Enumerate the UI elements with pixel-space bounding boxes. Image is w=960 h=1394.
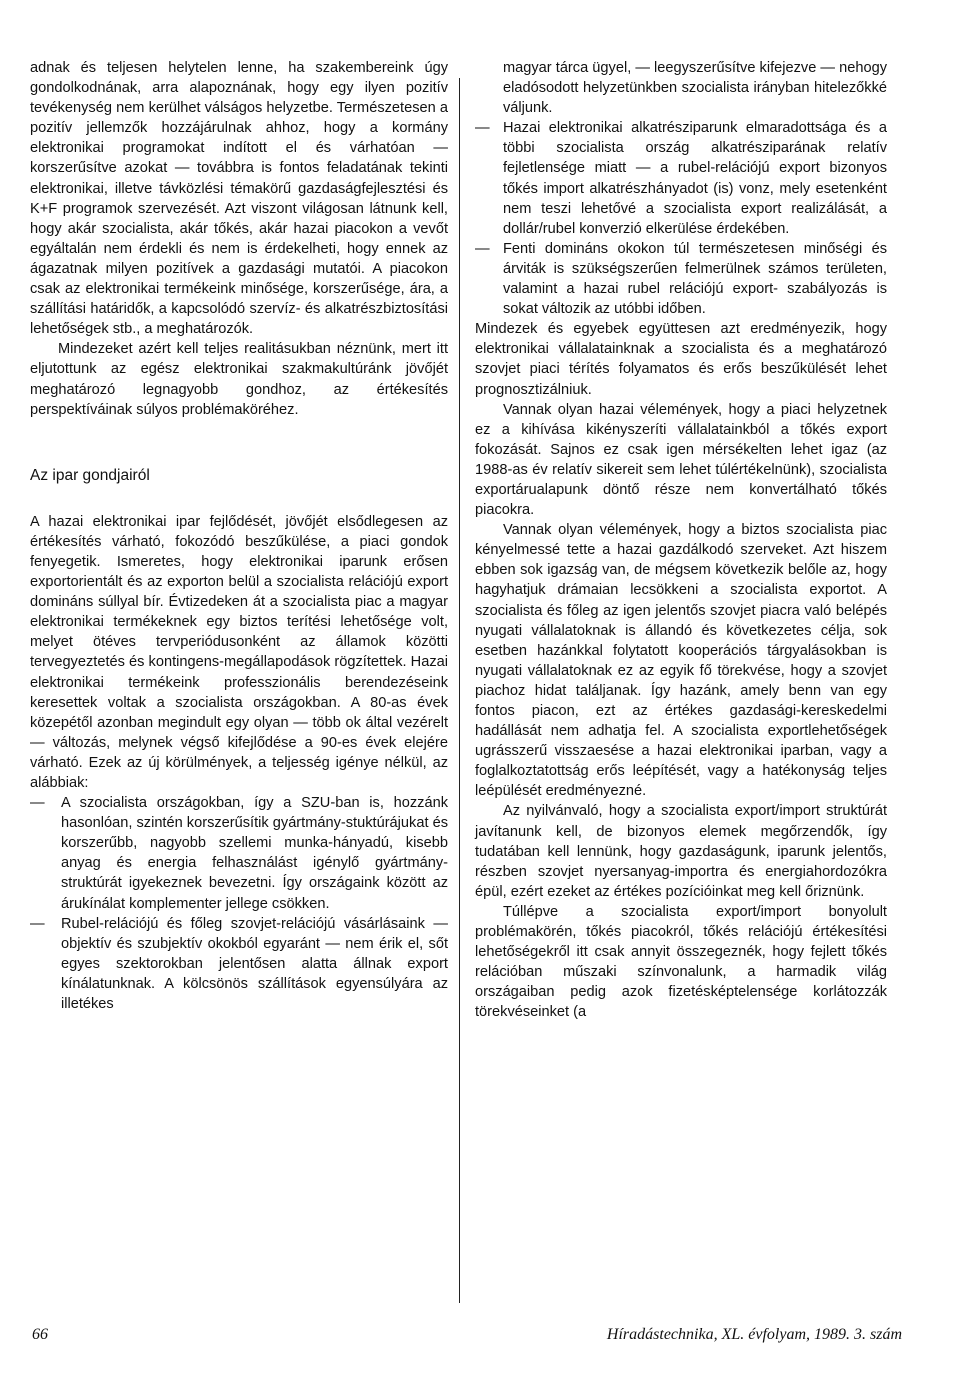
journal-citation: Híradástechnika, XL. évfolyam, 1989. 3. szám [606, 1326, 902, 1343]
dash-list-item: — Rubel-relációjú és főleg szovjet-relációjú vásárlásaink — objektív és szubjektív okokból egyaránt — nem érik el, sőt egyes szektorokban jelentősen alatta állnak export kínálatunknak. A kölcsönös szállítások egyensúlyára az illetékes [30, 914, 448, 1014]
paragraph: A hazai elektronikai ipar fejlődését, jövőjét elsődlegesen az értékesítés várható, fokozódó beszűkülése, a piaci gondok fenyegetik. Ismeretes, hogy elektronikai iparunk erősen exportorientált és az exporton belül a szocialista relációjú export domináns súllyal bír. Évtizedeken át a szocialista piac a magyar elektronikai termékeknek egy biztos terítési lehetősége volt, melyet ötéves tervperiódusonként az államok közötti tervegyeztetés és kontingens-megállapodások rögzítettek. Hazai elektronikai termékeink professzionális berendezéseink keresettek voltak a szocialista országokban. A 80-as évek közepétől azonban megindult egy olyan — több ok által vezérelt — változás, melynek végső kifejlődése a 90-es évek elejére várható. Ezek az új körülmények, a teljesség igénye nélkül, az alábbiak: [30, 513, 448, 791]
page-number: 66 [32, 1326, 48, 1343]
paragraph: Túllépve a szocialista export/import bonyolult problémakörén, tőkés piacokról, tőkés relációjú értékesítési lehetőségekről itt csak annyit összegeznék, hogy fejlett tőkés relációban műszaki színvonalunk, a harmadik világ országaiban pedig azok fizetésképtelensége korlátozzák törekvéseinket (a [475, 903, 887, 1021]
dash-list-item: — Fenti domináns okokon túl természetesen minőségi és árviták is szükségszerűen felmerülnek számos területen, valamint a hazai rubel relációjú export- szabályozás is sokat változik az utóbbi időben. [475, 239, 887, 319]
paragraph: Vannak olyan vélemények, hogy a biztos szocialista piac kényelmessé tette a hazai gazdálkodó szerveket. Azt hiszem ebben sok igazság van, de mégsem következik belőle az, hogy hagyhatjuk drámaian lecsökkeni a szocialista exportot. A szocialista és főleg az igen jelentős szovjet piacra való belépés nyugati vállalatoknak is állandó és következetes célja, sok esetben hazánkkal folytatott kooperációs tárgyalásokban is nyugati vállalatoknak ez az egyik fő törekvése, hogy a szovjet piachoz hidat találjanak. Így hazánk, amely benn van egy fontos piacon, ezt az értékes gazdasági-kereskedelmi hadállását nem adhatja fel. A szocialista exportlehetőségek ugrásszerű visszaesése a hazai elektronikai iparban, vagy a foglalkoztatottság erős leépítését, vagy a hatékonyság teljes leépülését eredményezné. [475, 522, 887, 800]
column-divider [459, 78, 460, 1303]
dash-list-item: — Hazai elektronikai alkatrésziparunk elmaradottsága és a többi szocialista ország alkatrésziparának relatív fejletlensége miatt — a rubel-relációjú export bizonyos tőkés import alkatrészhányadot (is) vonz, mely esetenként nem teszi lehetővé a szocialista export realizálását, a dollár/rubel konverzió elkerülése érdekében. [475, 118, 887, 239]
paragraph: Az nyilvánvaló, hogy a szocialista export/import struktúrát javítanunk kell, de bizonyos elemek megőrzendők, így tudatában kell lennünk, hogy gazdaságunk, iparunk jelentős, részben szovjet nyersanyag-importra és energiahordozókra épül, ezért ezeket az értékes pozícióinkat meg kell őriznünk. [475, 803, 887, 900]
left-column [30, 58, 448, 1014]
paragraph: Mindezeket azért kell teljes realitásukban néznünk, mert itt eljutottunk az egész elektronikai szakmakultúránk jövőjét meghatározó legnagyobb gondhoz, az értékesítés perspektíváinak súlyos problémaköréhez. [30, 341, 448, 418]
paragraph-continuation: magyar tárca ügyel, — leegyszerűsítve kifejezve — nehogy eladósodott helyzetünkben szocialista irányban hitelezőkké váljunk. [503, 60, 887, 117]
section-heading: Az ipar gondjairól [30, 466, 150, 484]
right-column [475, 58, 887, 1023]
paragraph: Mindezek és egyebek együttesen azt eredményezik, hogy elektronikai vállalatainknak a szocialista és a meghatározó szovjet piaci térítés folyamatos és erős beszűkülését lehet prognosztizálniuk. [475, 321, 887, 398]
paragraph: adnak és teljesen helytelen lenne, ha szakembereink úgy gondolkodnának, arra alapoznának, hogy egy ilyen pozitív tevékenység nem kerülhet válságos helyzetbe. Természetesen a pozitív jellemzők hozzájárulnak ahhoz, hogy a kormány elektronikai programokat indított el és várhatóan — korszerűsítve azokat — továbbra is fontos feladatának tekinti elektronikai, illetve távközlési témakörű gazdaságfejlesztési és K+F programok szervezését. Azt viszont világosan látnunk kell, hogy akár szocialista, akár tőkés, akár hazai piacokon a vevőt egyáltalán nem érdekli és nem is érdekelheti, hogy ennek az ágazatnak milyen pozitívek a gazdasági mutatói. A piacokon csak az elektronikai termékeink minősége, korszerűsége, ára, a szállítási határidők, a kapcsolódó szervíz- és alkatrészbiztosítási lehetőségek stb., a meghatározók. [30, 60, 448, 338]
paragraph: Vannak olyan hazai vélemények, hogy a piaci helyzetnek ez a kihívása kikényszeríti vállalatainkból a tőkés export fokozását. Sajnos ez csak igen mérsékelten lehet igaz (az 1988-as év relatív sikereit sem lehet túlértékelnünk), szocialista exportárualapunk döntő része nem konvertálható tőkés piacokra. [475, 401, 887, 519]
dash-list-item: — A szocialista országokban, így a SZU-ban is, hozzánk hasonlóan, szintén korszerűsítik gyártmány-stuktúrájukat és korszerűbb, nagyobb szellemi munka-hányadú, kisebb anyag és energia felhasználást igénylő gyártmány-struktúrát igyekeznek bevezetni. Így országaink között az árukínálat komplementer jellege csökken. [30, 793, 448, 914]
